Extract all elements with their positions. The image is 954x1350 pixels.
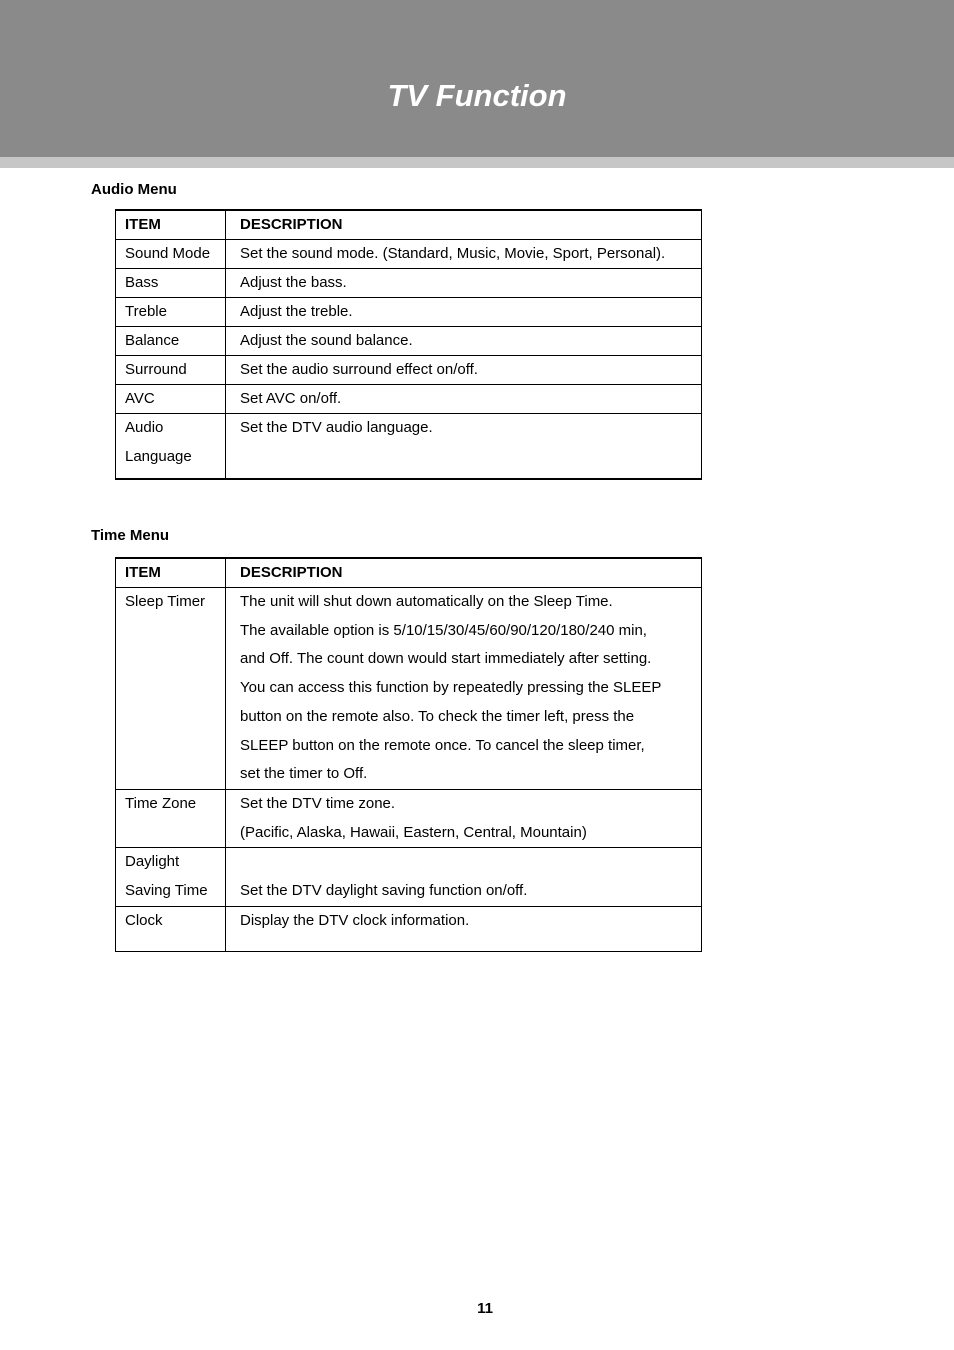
page-title: TV Function bbox=[387, 78, 567, 113]
table-row bbox=[116, 356, 702, 385]
description-line: set the timer to Off. bbox=[240, 765, 368, 783]
time-menu-table bbox=[115, 557, 702, 952]
column-header-description: DESCRIPTION bbox=[226, 558, 702, 588]
description-line: SLEEP button on the remote once. To cancel the sleep timer, bbox=[240, 736, 645, 754]
audio-menu-table bbox=[115, 209, 702, 480]
description-cell: Adjust the treble. bbox=[226, 298, 702, 327]
description-line: You can access this function by repeatedly pressing the SLEEP bbox=[240, 679, 662, 697]
description-line: Set the DTV daylight saving function on/off. bbox=[240, 882, 528, 900]
item-line: Saving Time bbox=[125, 882, 208, 900]
description-cell: Adjust the bass. bbox=[226, 269, 702, 298]
item-cell: AVC bbox=[116, 385, 226, 414]
table-header-row bbox=[116, 558, 702, 588]
column-header-description: DESCRIPTION bbox=[226, 210, 702, 240]
item-line: Daylight bbox=[125, 853, 180, 871]
table-row bbox=[116, 298, 702, 327]
table-row bbox=[116, 906, 702, 951]
header-strip bbox=[0, 157, 954, 168]
table-row bbox=[116, 848, 702, 906]
column-header-item: ITEM bbox=[116, 558, 226, 588]
item-cell: Sleep Timer bbox=[116, 588, 226, 790]
table-row bbox=[116, 385, 702, 414]
description-cell: Set AVC on/off. bbox=[226, 385, 702, 414]
item-cell: Clock bbox=[116, 906, 226, 951]
table-row bbox=[116, 789, 702, 847]
page-number: 11 bbox=[477, 1300, 493, 1317]
item-line: Language bbox=[125, 447, 192, 465]
audio-menu-title: Audio Menu bbox=[91, 181, 177, 198]
time-menu-title: Time Menu bbox=[91, 527, 170, 544]
description-line: The unit will shut down automatically on the Sleep Time. bbox=[240, 593, 613, 610]
item-cell: Balance bbox=[116, 327, 226, 356]
description-cell bbox=[226, 848, 702, 906]
item-cell bbox=[116, 848, 226, 906]
description-cell: Display the DTV clock information. bbox=[226, 906, 702, 951]
description-line: button on the remote also. To check the timer left, press the bbox=[240, 707, 635, 725]
item-cell bbox=[116, 414, 226, 480]
description-line: Set the DTV time zone. bbox=[240, 794, 396, 812]
description-cell: Set the DTV audio language. bbox=[226, 414, 702, 480]
description-cell bbox=[226, 588, 702, 790]
item-cell: Bass bbox=[116, 269, 226, 298]
description-line: and Off. The count down would start immediately after setting. bbox=[240, 650, 652, 668]
item-line: Audio bbox=[125, 419, 164, 436]
table-row bbox=[116, 414, 702, 480]
item-cell: Sound Mode bbox=[116, 240, 226, 269]
table-header-row bbox=[116, 210, 702, 240]
table-row bbox=[116, 240, 702, 269]
item-cell: Treble bbox=[116, 298, 226, 327]
item-cell: Time Zone bbox=[116, 789, 226, 847]
column-header-item: ITEM bbox=[116, 210, 226, 240]
item-cell: Surround bbox=[116, 356, 226, 385]
description-cell: Set the sound mode. (Standard, Music, Movie, Sport, Personal). bbox=[226, 240, 702, 269]
table-row bbox=[116, 269, 702, 298]
description-line: The available option is 5/10/15/30/45/60/90/120/180/240 min, bbox=[240, 621, 647, 639]
table-row bbox=[116, 327, 702, 356]
description-cell: Adjust the sound balance. bbox=[226, 327, 702, 356]
description-cell bbox=[226, 789, 702, 847]
table-row bbox=[116, 588, 702, 790]
description-cell: Set the audio surround effect on/off. bbox=[226, 356, 702, 385]
description-line: (Pacific, Alaska, Hawaii, Eastern, Central, Mountain) bbox=[240, 823, 587, 841]
